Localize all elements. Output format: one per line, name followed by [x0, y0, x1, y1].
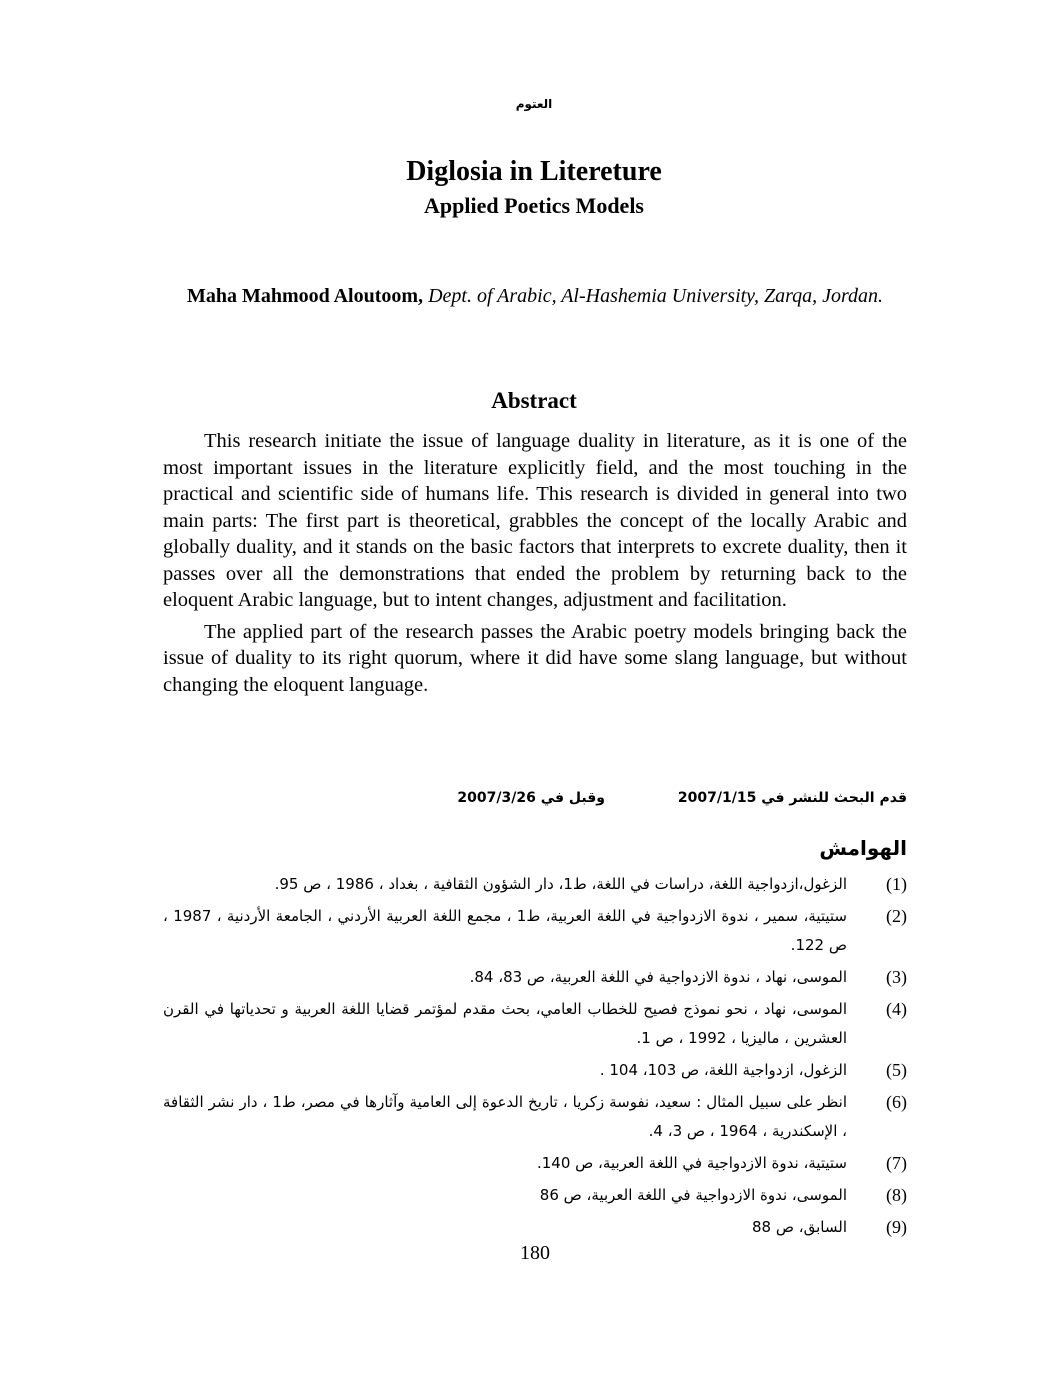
- author-affiliation: Dept. of Arabic, Al-Hashemia University, Zarqa, Jordan.: [428, 285, 884, 307]
- footnote: [163, 963, 907, 992]
- footnote: [163, 1149, 907, 1178]
- footnote-text: ستيتية، سمير ، ندوة الازدواجية في اللغة العربية، ط1 ، مجمع اللغة العربية الأردني ، الجامعة الأردنية ، 1987 ، ص 122.: [163, 907, 848, 954]
- footnote-number: (6): [886, 1092, 907, 1112]
- footnote: [163, 870, 907, 899]
- paper-subtitle: Applied Poetics Models: [424, 193, 644, 218]
- footnote-number: (8): [886, 1185, 907, 1205]
- footnote-number: (7): [886, 1153, 907, 1173]
- footnote-text: الزغول، ازدواجية اللغة، ص 103، 104 .: [599, 1061, 847, 1079]
- notes-heading: الهوامش: [819, 836, 907, 860]
- abstract-paragraph: The applied part of the research passes the Arabic poetry models bringing back the issue of duality to its right quorum, where it did have some slang language, but without changing the eloquent language.: [163, 620, 907, 696]
- footnote-text: انظر على سبيل المثال : سعيد، نفوسة زكريا ، تاريخ الدعوة إلى العامية وآثارها في مصر، ط1 ، دار نشر الثقافة ، الإسكندرية ، 1964 ، ص 3، 4.: [163, 1093, 847, 1140]
- footnote: [163, 1088, 907, 1146]
- footnote-number: (1): [886, 874, 907, 894]
- received-date: قدم البحث للنشر في 2007/1/15: [677, 790, 907, 806]
- footnote-number: (3): [886, 967, 907, 987]
- footnote-number: (9): [886, 1217, 907, 1237]
- author-block: [163, 284, 907, 309]
- footnote-number: (5): [886, 1060, 907, 1080]
- footnote: [163, 902, 907, 960]
- footnote-text: السابق، ص 88: [752, 1218, 847, 1236]
- abstract-heading: Abstract: [491, 388, 577, 413]
- footnote-text: الموسى، نهاد ، ندوة الازدواجية في اللغة العربية، ص 83، 84.: [469, 968, 847, 986]
- abstract-paragraph: This research initiate the issue of language duality in literature, as it is one of the most important issues in the literature explicitly field, and the most touching in the practical and scientific side of humans life. This research is divided in general into two main parts: The first part is theoretical, grabbles the concept of the locally Arabic and globally duality, and it stands on the basic factors that interprets to excrete duality, then it passes over all the demonstrations that ended the problem by returning back to the eloquent Arabic language, but to intent changes, adjustment and facilitation.: [163, 430, 907, 611]
- footnote: [163, 995, 907, 1053]
- running-head: العتوم: [515, 97, 553, 111]
- footnote: [163, 1181, 907, 1210]
- footnote-number: (4): [886, 999, 907, 1019]
- footnote-text: الموسى، نهاد ، نحو نموذج فصيح للخطاب العامي، بحث مقدم لمؤتمر قضايا اللغة العربية و تحدياتها في القرن العشرين ، ماليزيا ، 1992 ، ص 1.: [163, 1000, 847, 1047]
- footnotes-list: [163, 870, 907, 1245]
- footnote-number: (2): [886, 906, 907, 926]
- footnote-text: ستيتية، ندوة الازدواجية في اللغة العربية، ص 140.: [536, 1154, 847, 1172]
- paper-title: Diglosia in Litereture: [406, 156, 662, 187]
- page-number: 180: [520, 1242, 550, 1264]
- accepted-date: وقبل في 2007/3/26: [457, 790, 605, 806]
- footnote-text: الموسى، ندوة الازدواجية في اللغة العربية، ص 86: [539, 1186, 847, 1204]
- author-name: Maha Mahmood Aloutoom,: [186, 285, 424, 307]
- footnote: [163, 1213, 907, 1242]
- footnote-text: الزغول،ازدواجية اللغة، دراسات في اللغة، ط1، دار الشؤون الثقافية ، بغداد ، 1986 ، ص 95.: [274, 875, 847, 893]
- footnote: [163, 1056, 907, 1085]
- abstract-body: [163, 428, 907, 703]
